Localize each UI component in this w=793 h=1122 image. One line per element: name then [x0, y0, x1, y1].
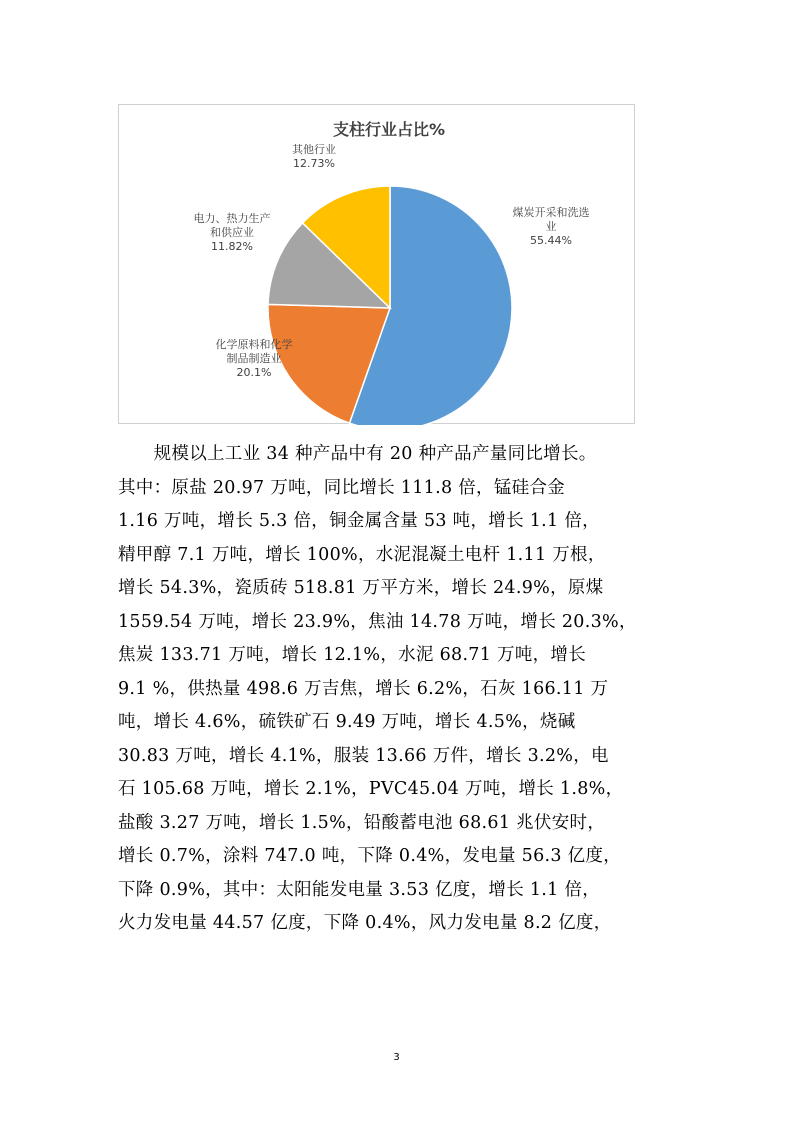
- pie-chart: [118, 104, 635, 424]
- body-line: 增长 0.7%，涂料 747.0 吨，下降 0.4%，发电量 56.3 亿度，: [118, 846, 622, 866]
- body-line: 焦炭 133.71 万吨，增长 12.1%，水泥 68.71 万吨，增长: [118, 645, 587, 665]
- slice-category-label-3: 其他行业: [292, 143, 336, 156]
- slice-value-label-1: 20.1%: [236, 366, 272, 379]
- slice-category-label-0: 业: [545, 220, 557, 233]
- body-line: 盐酸 3.27 万吨，增长 1.5%，铅酸蓄电池 68.61 兆伏安时，: [118, 812, 606, 833]
- body-line: 精甲醇 7.1 万吨，增长 100%，水泥混凝土电杆 1.11 万根，: [118, 544, 606, 565]
- body-line: 其中：原盐 20.97 万吨，同比增长 111.8 倍，锰硅合金: [118, 477, 566, 498]
- slice-category-label-2: 电力、热力生产: [193, 212, 271, 225]
- slice-category-label-2: 和供应业: [210, 226, 254, 239]
- slice-category-label-1: 制品制造业: [226, 352, 282, 365]
- slice-category-label-1: 化学原料和化学: [215, 338, 293, 351]
- slice-value-label-3: 12.73%: [293, 157, 335, 170]
- pie-chart-svg: [119, 105, 636, 425]
- body-line: 增长 54.3%，瓷质砖 518.81 万平方米，增长 24.9%，原煤: [118, 578, 604, 598]
- body-paragraph: [118, 438, 678, 941]
- body-line: 30.83 万吨，增长 4.1%，服装 13.66 万件，增长 3.2%，电: [118, 745, 609, 766]
- slice-value-label-0: 55.44%: [530, 234, 572, 247]
- page-number: 3: [393, 1052, 400, 1063]
- body-line: 9.1 %，供热量 498.6 万吉焦，增长 6.2%，石灰 166.11 万: [118, 678, 609, 699]
- body-line: 火力发电量 44.57 亿度，下降 0.4%，风力发电量 8.2 亿度，: [118, 913, 612, 933]
- body-line: 吨，增长 4.6%，硫铁矿石 9.49 万吨，增长 4.5%，烧碱: [118, 712, 576, 732]
- body-line: 1559.54 万吨，增长 23.9%，焦油 14.78 万吨，增长 20.3%，: [118, 611, 637, 632]
- slice-category-label-0: 煤炭开采和洗选: [512, 206, 590, 219]
- body-line: 规模以上工业 34 种产品中有 20 种产品产量同比增长。: [118, 444, 597, 464]
- slice-value-label-2: 11.82%: [211, 240, 253, 253]
- chart-title: 支柱行业占比%: [332, 120, 446, 139]
- body-line: 石 105.68 万吨，增长 2.1%，PVC45.04 万吨，增长 1.8%，: [118, 779, 624, 799]
- body-line: 1.16 万吨，增长 5.3 倍，铜金属含量 53 吨，增长 1.1 倍，: [118, 511, 600, 531]
- body-line: 下降 0.9%，其中：太阳能发电量 3.53 亿度，增长 1.1 倍，: [118, 879, 601, 900]
